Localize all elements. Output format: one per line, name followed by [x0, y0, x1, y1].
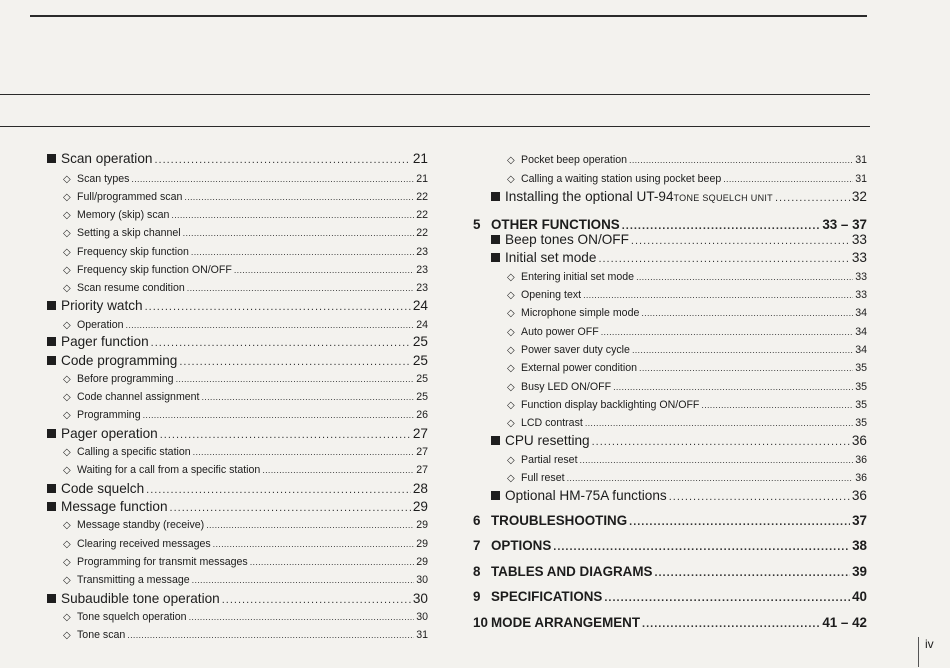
dot-leader	[184, 192, 414, 202]
entry-title: MODE ARRANGEMENT	[491, 615, 641, 630]
toc-subsection-entry[interactable]	[47, 319, 428, 331]
square-bullet-icon	[491, 436, 500, 445]
dot-leader	[170, 502, 411, 514]
diamond-bullet-icon: ◇	[507, 382, 515, 393]
page-number: 25	[412, 334, 428, 349]
entry-title: Full/programmed scan	[77, 191, 183, 203]
diamond-bullet-icon: ◇	[507, 290, 515, 301]
entry-title: Calling a waiting station using pocket beep	[521, 173, 722, 185]
dot-leader	[262, 465, 414, 475]
diamond-bullet-icon: ◇	[507, 473, 515, 484]
page-number: 24	[412, 298, 428, 313]
toc-subsection-entry[interactable]	[491, 289, 867, 301]
page-number: 36	[851, 433, 867, 448]
toc-subsection-entry[interactable]	[491, 326, 867, 338]
toc-chapter-entry[interactable]	[473, 615, 867, 630]
diamond-bullet-icon: ◇	[507, 418, 515, 429]
page-number: 24	[416, 319, 428, 331]
page-number: 25	[412, 353, 428, 368]
page-number: 31	[855, 154, 867, 166]
chapter-number: 10	[473, 615, 488, 630]
toc-subsection-entry[interactable]	[47, 574, 428, 586]
dot-leader	[192, 575, 415, 585]
page-number: 33 – 37	[822, 217, 867, 232]
page-number: 29	[412, 499, 428, 514]
entry-title: Scan operation	[61, 151, 153, 166]
square-bullet-icon	[491, 491, 500, 500]
toc-chapter-entry[interactable]	[473, 217, 867, 232]
diamond-bullet-icon: ◇	[63, 228, 71, 239]
entry-title: Microphone simple mode	[521, 307, 640, 319]
dot-leader	[629, 155, 853, 165]
toc-chapter-entry[interactable]	[473, 513, 867, 528]
page-number: 36	[851, 488, 867, 503]
page-number: 23	[416, 246, 428, 258]
toc-section-entry[interactable]	[491, 250, 867, 265]
page-number: 37	[852, 513, 867, 528]
entry-title: Frequency skip function ON/OFF	[77, 264, 232, 276]
toc-section-entry[interactable]	[491, 189, 867, 204]
diamond-bullet-icon: ◇	[63, 265, 71, 276]
chapter-number: 6	[473, 513, 481, 528]
toc-subsection-entry[interactable]	[47, 227, 428, 239]
diamond-bullet-icon: ◇	[507, 174, 515, 185]
dot-leader	[701, 400, 853, 410]
page-number: 32	[851, 189, 867, 204]
entry-title: Code programming	[61, 353, 178, 368]
dot-leader	[622, 220, 821, 232]
toc-subsection-entry[interactable]	[47, 611, 428, 623]
toc-subsection-entry[interactable]	[47, 209, 428, 221]
diamond-bullet-icon: ◇	[63, 465, 71, 476]
toc-subsection-entry[interactable]	[47, 373, 428, 385]
diamond-bullet-icon: ◇	[63, 283, 71, 294]
page-number: 25	[416, 373, 428, 385]
toc-section-entry[interactable]	[491, 433, 867, 448]
entry-title: Pager function	[61, 334, 149, 349]
square-bullet-icon	[491, 235, 500, 244]
dot-leader	[639, 363, 853, 373]
page-number: 22	[416, 227, 428, 239]
entry-title: Programming for transmit messages	[77, 556, 248, 568]
top-rule	[30, 15, 867, 17]
entry-title: Priority watch	[61, 298, 143, 313]
diamond-bullet-icon: ◇	[507, 363, 515, 374]
diamond-bullet-icon: ◇	[63, 320, 71, 331]
dot-leader	[143, 410, 415, 420]
dot-leader	[250, 557, 414, 567]
dot-leader	[669, 491, 850, 503]
page-number: 23	[416, 264, 428, 276]
entry-title: Function display backlighting ON/OFF	[521, 399, 700, 411]
entry-title: Frequency skip function	[77, 246, 189, 258]
toc-section-entry[interactable]	[47, 426, 428, 441]
entry-title: Code channel assignment	[77, 391, 200, 403]
page-number: 30	[416, 611, 428, 623]
square-bullet-icon	[47, 301, 56, 310]
dot-leader	[202, 392, 415, 402]
toc-section-entry[interactable]	[47, 334, 428, 349]
square-bullet-icon	[47, 484, 56, 493]
page-number: 31	[416, 629, 428, 641]
dot-leader	[580, 455, 854, 465]
entry-title: Scan types	[77, 173, 130, 185]
entry-title: Pager operation	[61, 426, 158, 441]
square-bullet-icon	[491, 253, 500, 262]
toc-subsection-entry[interactable]	[491, 154, 867, 166]
entry-title: SPECIFICATIONS	[491, 589, 603, 604]
dot-leader	[187, 283, 414, 293]
dot-leader	[126, 320, 415, 330]
entry-title: Partial reset	[521, 454, 578, 466]
toc-subsection-entry[interactable]	[47, 446, 428, 458]
chapter-number: 7	[473, 538, 481, 553]
page-number: 23	[416, 282, 428, 294]
entry-title: TROUBLESHOOTING	[491, 513, 628, 528]
toc-subsection-entry[interactable]	[47, 538, 428, 550]
page-number: 33	[851, 232, 867, 247]
toc-subsection-entry[interactable]	[491, 362, 867, 374]
dot-leader	[598, 253, 849, 265]
entry-title: Scan resume condition	[77, 282, 185, 294]
page-number: 35	[855, 399, 867, 411]
dot-leader	[723, 174, 853, 184]
entry-title: Before programming	[77, 373, 174, 385]
square-bullet-icon	[47, 429, 56, 438]
entry-title: Subaudible tone operation	[61, 591, 220, 606]
page-number: 22	[416, 209, 428, 221]
dot-leader	[193, 447, 415, 457]
entry-title: Power saver duty cycle	[521, 344, 630, 356]
dot-leader	[629, 516, 850, 528]
dot-leader	[154, 154, 410, 166]
dot-leader	[183, 228, 415, 238]
diamond-bullet-icon: ◇	[63, 575, 71, 586]
entry-title: External power condition	[521, 362, 638, 374]
toc-chapter-entry[interactable]	[473, 564, 867, 579]
diamond-bullet-icon: ◇	[63, 210, 71, 221]
diamond-bullet-icon: ◇	[63, 392, 71, 403]
toc-section-entry[interactable]	[47, 499, 428, 514]
header-rule-upper	[0, 94, 870, 95]
diamond-bullet-icon: ◇	[63, 612, 71, 623]
entry-title: Clearing received messages	[77, 538, 211, 550]
dot-leader	[189, 612, 415, 622]
page-number: 21	[412, 151, 428, 166]
toc-subsection-entry[interactable]	[491, 344, 867, 356]
square-bullet-icon	[47, 337, 56, 346]
toc-subsection-entry[interactable]	[491, 399, 867, 411]
square-bullet-icon	[47, 594, 56, 603]
toc-subsection-entry[interactable]	[491, 417, 867, 429]
toc-subsection-entry[interactable]	[491, 307, 867, 319]
dot-leader	[553, 541, 850, 553]
dot-leader	[191, 247, 414, 257]
page-number: 27	[412, 426, 428, 441]
dot-leader	[585, 418, 853, 428]
entry-title: Beep tones ON/OFF	[505, 232, 629, 247]
entry-title: Entering initial set mode	[521, 271, 635, 283]
toc-subsection-entry[interactable]	[47, 191, 428, 203]
entry-title: Transmitting a message	[77, 574, 190, 586]
diamond-bullet-icon: ◇	[63, 520, 71, 531]
diamond-bullet-icon: ◇	[63, 174, 71, 185]
entry-title: Optional HM-75A functions	[505, 488, 667, 503]
entry-title: Operation	[77, 319, 124, 331]
entry-title: Message function	[61, 499, 168, 514]
dot-leader	[234, 265, 414, 275]
diamond-bullet-icon: ◇	[63, 192, 71, 203]
toc-subsection-entry[interactable]	[47, 629, 428, 641]
page-number: 33	[855, 289, 867, 301]
entry-title: Pocket beep operation	[521, 154, 628, 166]
entry-title: OTHER FUNCTIONS	[491, 217, 620, 232]
page-number: 21	[416, 173, 428, 185]
dot-leader	[179, 356, 411, 368]
page-number: 35	[855, 362, 867, 374]
diamond-bullet-icon: ◇	[507, 272, 515, 283]
page-number: 36	[855, 454, 867, 466]
toc-section-entry[interactable]	[491, 488, 867, 503]
entry-title: Auto power OFF	[521, 326, 599, 338]
toc-section-entry[interactable]	[47, 298, 428, 313]
dot-leader	[641, 308, 853, 318]
toc-subsection-entry[interactable]	[491, 472, 867, 484]
entry-title: Memory (skip) scan	[77, 209, 170, 221]
toc-subsection-entry[interactable]	[491, 173, 867, 185]
chapter-number: 5	[473, 217, 481, 232]
page-number: 34	[855, 326, 867, 338]
dot-leader	[127, 630, 414, 640]
page-number: 39	[852, 564, 867, 579]
page-number: 29	[416, 556, 428, 568]
dot-leader	[567, 473, 854, 483]
page-number: 27	[416, 446, 428, 458]
page-number: 26	[416, 409, 428, 421]
toc-section-entry[interactable]	[47, 353, 428, 368]
entry-title: Message standby (receive)	[77, 519, 205, 531]
toc-section-entry[interactable]	[47, 481, 428, 496]
dot-leader	[146, 484, 411, 496]
page-number: 40	[852, 589, 867, 604]
page-number: 33	[851, 250, 867, 265]
page-number: 28	[412, 481, 428, 496]
diamond-bullet-icon: ◇	[507, 155, 515, 166]
dot-leader	[145, 301, 411, 313]
dot-leader	[631, 235, 850, 247]
page-number: 30	[412, 591, 428, 606]
entry-title: TABLES AND DIAGRAMS	[491, 564, 653, 579]
dot-leader	[604, 592, 850, 604]
square-bullet-icon	[47, 502, 56, 511]
square-bullet-icon	[491, 192, 500, 201]
page-number: 25	[416, 391, 428, 403]
dot-leader	[213, 539, 415, 549]
entry-title: OPTIONS	[491, 538, 552, 553]
entry-title: Tone squelch operation	[77, 611, 187, 623]
diamond-bullet-icon: ◇	[63, 557, 71, 568]
chapter-number: 9	[473, 589, 481, 604]
toc-subsection-entry[interactable]	[491, 381, 867, 393]
entry-title: Setting a skip channel	[77, 227, 181, 239]
toc-section-entry[interactable]	[491, 232, 867, 247]
diamond-bullet-icon: ◇	[507, 308, 515, 319]
diamond-bullet-icon: ◇	[63, 247, 71, 258]
dot-leader	[654, 567, 850, 579]
toc-chapter-entry[interactable]	[473, 538, 867, 553]
entry-title: Programming	[77, 409, 141, 421]
entry-title: Tone scan	[77, 629, 126, 641]
diamond-bullet-icon: ◇	[63, 447, 71, 458]
toc-subsection-entry[interactable]	[47, 246, 428, 258]
dot-leader	[151, 337, 411, 349]
page-number: 34	[855, 344, 867, 356]
dot-leader	[583, 290, 853, 300]
square-bullet-icon	[47, 154, 56, 163]
dot-leader	[592, 436, 850, 448]
chapter-number: 8	[473, 564, 481, 579]
diamond-bullet-icon: ◇	[507, 345, 515, 356]
dot-leader	[775, 192, 850, 204]
page-number: 29	[416, 538, 428, 550]
entry-title: LCD contrast	[521, 417, 583, 429]
entry-title: Initial set mode	[505, 250, 597, 265]
page-number: 27	[416, 464, 428, 476]
entry-title: Code squelch	[61, 481, 145, 496]
square-bullet-icon	[47, 356, 56, 365]
toc-section-entry[interactable]	[47, 151, 428, 166]
entry-title: Waiting for a call from a specific station	[77, 464, 261, 476]
diamond-bullet-icon: ◇	[63, 374, 71, 385]
toc-subsection-entry[interactable]	[491, 271, 867, 283]
diamond-bullet-icon: ◇	[63, 539, 71, 550]
header-rule-lower	[0, 126, 870, 127]
dot-leader	[206, 520, 414, 530]
dot-leader	[222, 594, 411, 606]
diamond-bullet-icon: ◇	[63, 630, 71, 641]
entry-title: CPU resetting	[505, 433, 590, 448]
diamond-bullet-icon: ◇	[507, 327, 515, 338]
toc-subsection-entry[interactable]	[47, 173, 428, 185]
page-number: 35	[855, 381, 867, 393]
dot-leader	[131, 174, 414, 184]
diamond-bullet-icon: ◇	[507, 400, 515, 411]
dot-leader	[642, 618, 820, 630]
toc-chapter-entry[interactable]	[473, 589, 867, 604]
diamond-bullet-icon: ◇	[507, 455, 515, 466]
page-number-tab: iv	[918, 637, 934, 667]
page-number: 31	[855, 173, 867, 185]
dot-leader	[171, 210, 414, 220]
toc-subsection-entry[interactable]	[47, 264, 428, 276]
dot-leader	[613, 382, 853, 392]
toc-section-entry[interactable]	[47, 591, 428, 606]
dot-leader	[176, 374, 415, 384]
dot-leader	[636, 272, 853, 282]
dot-leader	[632, 345, 853, 355]
toc-subsection-entry[interactable]	[47, 409, 428, 421]
entry-title: Calling a specific station	[77, 446, 191, 458]
page-number: 29	[416, 519, 428, 531]
page-number: 38	[852, 538, 867, 553]
entry-title-smallcaps: TONE SQUELCH UNIT	[673, 193, 773, 203]
page-number: 34	[855, 307, 867, 319]
diamond-bullet-icon: ◇	[63, 410, 71, 421]
toc-subsection-entry[interactable]	[491, 454, 867, 466]
toc-subsection-entry[interactable]	[47, 556, 428, 568]
dot-leader	[601, 327, 853, 337]
entry-title: Opening text	[521, 289, 582, 301]
page-number: 30	[416, 574, 428, 586]
entry-title: Busy LED ON/OFF	[521, 381, 612, 393]
page-number: 36	[855, 472, 867, 484]
entry-title: Full reset	[521, 472, 565, 484]
toc-subsection-entry[interactable]	[47, 391, 428, 403]
toc-subsection-entry[interactable]	[47, 282, 428, 294]
dot-leader	[160, 429, 411, 441]
page-number: 33	[855, 271, 867, 283]
toc-subsection-entry[interactable]	[47, 464, 428, 476]
page-number: 41 – 42	[822, 615, 867, 630]
page-number: 35	[855, 417, 867, 429]
entry-title: Installing the optional UT-94	[505, 189, 674, 204]
page-number: 22	[416, 191, 428, 203]
toc-subsection-entry[interactable]	[47, 519, 428, 531]
